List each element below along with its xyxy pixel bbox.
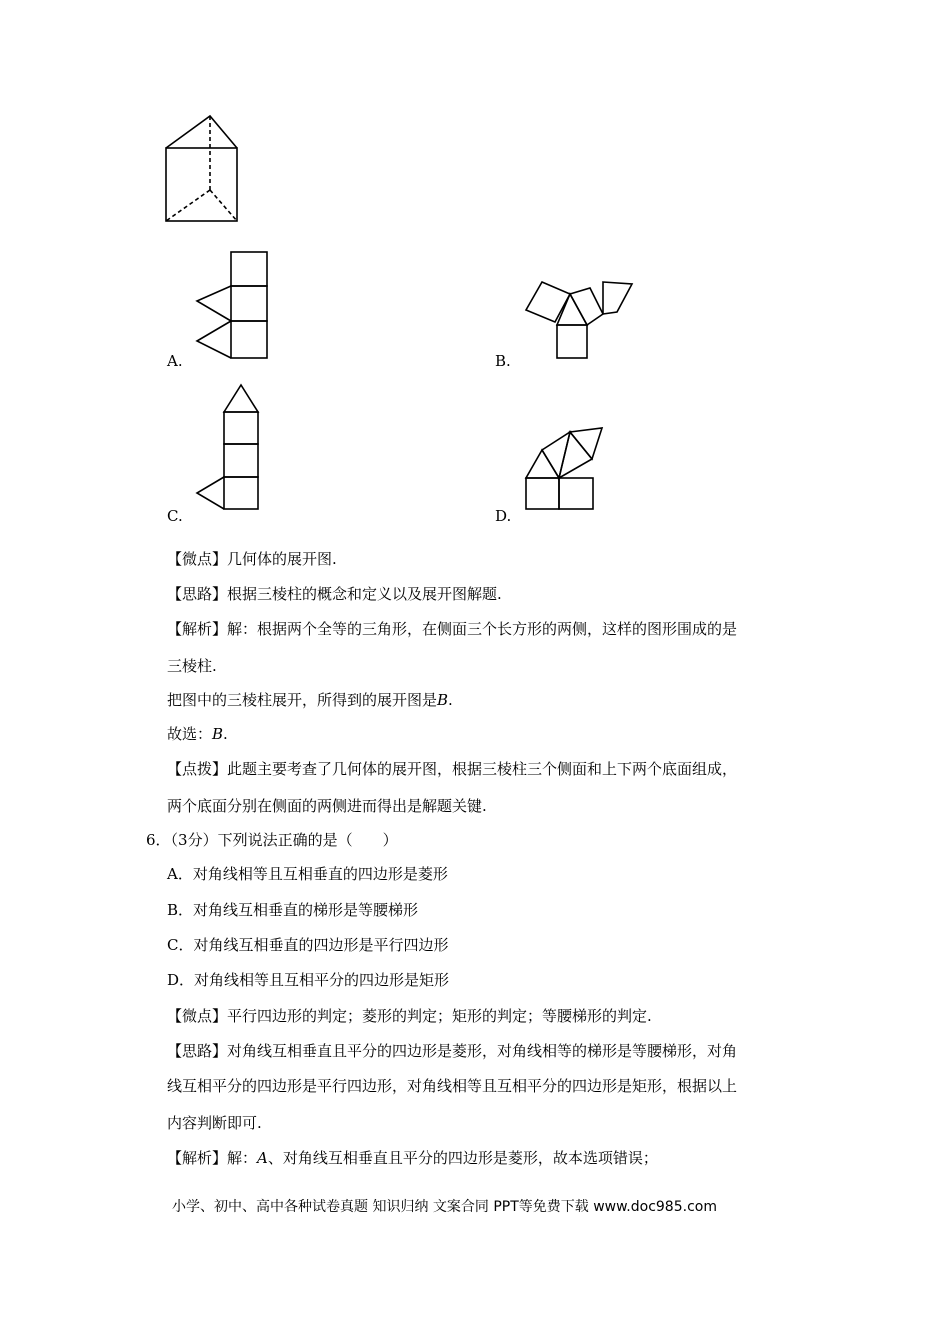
q5-weidian: 【微点】几何体的展开图.	[167, 550, 337, 568]
option-c-label: C.	[167, 507, 183, 525]
q5-jiexi-4-answer: B	[212, 725, 224, 743]
q5-jiexi-1: 【解析】解：根据两个全等的三角形，在侧面三个长方形的两侧，这样的图形围成的是	[167, 620, 738, 638]
q6-stem: 6．（3分）下列说法正确的是（ ）	[146, 831, 398, 849]
q5-dianbo-2: 两个底面分别在侧面的两侧进而得出是解题关键.	[167, 797, 487, 815]
net-option-c	[190, 380, 270, 515]
q5-dianbo-1: 【点拨】此题主要考查了几何体的展开图，根据三棱柱三个侧面和上下两个底面组成，	[167, 760, 738, 778]
option-a-label: A.	[167, 352, 183, 370]
q5-jiexi-4	[167, 724, 228, 744]
q6-silu-3: 内容判断即可.	[167, 1114, 262, 1132]
triangular-prism-figure	[160, 110, 250, 230]
q6-option-b: B．对角线互相垂直的梯形是等腰梯形	[167, 901, 419, 919]
q6-silu-2: 线互相平分的四边形是平行四边形，对角线相等且互相平分的四边形是矩形，根据以上	[167, 1077, 738, 1095]
page-footer: 小学、初中、高中各种试卷真题 知识归纳 文案合同 PPT等免费下载 www.doc985.com	[172, 1199, 717, 1215]
q6-jiexi-letter: A	[257, 1149, 268, 1167]
q6-jiexi	[167, 1148, 658, 1168]
q5-jiexi-3-period: .	[448, 691, 453, 709]
q5-jiexi-3	[167, 690, 453, 710]
option-d-label: D.	[495, 507, 512, 525]
q6-silu-1: 【思路】对角线互相垂直且平分的四边形是菱形，对角线相等的梯形是等腰梯形，对角	[167, 1042, 738, 1060]
q5-jiexi-4-period: .	[223, 725, 228, 743]
q6-jiexi-text: 、对角线互相垂直且平分的四边形是菱形，故本选项错误；	[267, 1149, 658, 1167]
net-option-a	[190, 245, 275, 365]
net-option-b	[520, 272, 640, 367]
q5-silu: 【思路】根据三棱柱的概念和定义以及展开图解题.	[167, 585, 502, 603]
q6-option-c: C．对角线互相垂直的四边形是平行四边形	[167, 936, 449, 954]
q6-option-d: D．对角线相等且互相平分的四边形是矩形	[167, 971, 450, 989]
q6-weidian: 【微点】平行四边形的判定；菱形的判定；矩形的判定；等腰梯形的判定.	[167, 1007, 652, 1025]
net-option-d	[520, 422, 610, 517]
q5-jiexi-4-text: 故选：	[167, 725, 213, 743]
q5-jiexi-3-text: 把图中的三棱柱展开，所得到的展开图是	[167, 691, 438, 709]
option-b-label: B.	[495, 352, 511, 370]
q6-jiexi-prefix: 【解析】解：	[167, 1149, 258, 1167]
q5-jiexi-3-answer: B	[437, 691, 449, 709]
q5-jiexi-2: 三棱柱.	[167, 657, 217, 675]
q6-option-a: A．对角线相等且互相垂直的四边形是菱形	[167, 865, 448, 883]
